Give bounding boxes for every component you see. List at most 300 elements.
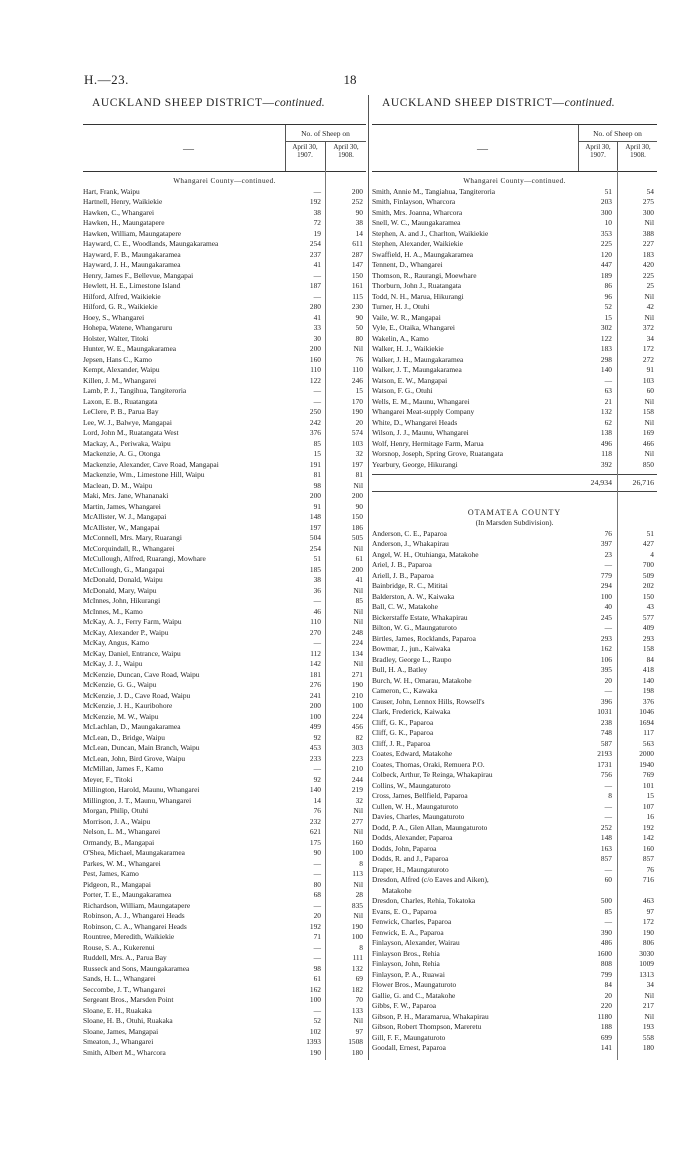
sheep-1908: 420	[642, 260, 654, 269]
sheep-1908: 115	[352, 291, 363, 301]
sheep-1908: 34	[646, 333, 654, 343]
sheep-1907: 302	[600, 323, 612, 332]
table-row	[83, 449, 366, 460]
table-row	[83, 428, 366, 439]
table-row	[83, 943, 366, 954]
table-row	[372, 197, 657, 208]
sheep-1908: 172	[642, 917, 654, 926]
sheep-1907: 779	[600, 570, 612, 580]
sheep-1907: 395	[600, 665, 612, 674]
table-row	[372, 218, 657, 229]
owner-name: Sloane, H. B., Otuhi, Ruakaka	[83, 1016, 173, 1025]
table-row	[372, 1001, 657, 1012]
sheep-1907: 85	[604, 906, 612, 916]
sheep-1907: —	[604, 623, 612, 632]
sheep-1907: 241	[309, 690, 321, 700]
owner-name: Fenwick, E. A., Paparoa	[372, 927, 444, 937]
sheep-1908: 372	[642, 323, 654, 332]
sheep-1908: 110	[352, 365, 363, 374]
sheep-1907: 60	[604, 875, 612, 884]
owner-name: Dodds, John, Paparoa	[372, 843, 437, 853]
sheep-1908: 1694	[639, 717, 654, 727]
owner-name: Bradley, George L., Raupo	[372, 654, 452, 664]
sheep-1908: 180	[351, 1047, 363, 1057]
sheep-1907: 110	[310, 365, 321, 374]
table-row	[372, 365, 657, 376]
sheep-1907: 15	[313, 449, 321, 458]
sheep-1908: 14	[355, 228, 363, 238]
owner-name: McLachlan, D., Maungakaramea	[83, 722, 181, 731]
sheep-1907: 453	[309, 743, 321, 752]
sheep-1907: 40	[604, 602, 612, 611]
sheep-1907: 1393	[306, 1037, 321, 1046]
sheep-1907: 270	[309, 627, 321, 637]
table-row	[372, 1043, 657, 1054]
table-row	[372, 239, 657, 250]
owner-name: Worsnop, Joseph, Spring Grove, Ruatangata	[372, 449, 503, 458]
sheep-1908: Nil	[644, 1011, 654, 1021]
sheep-1907: 1180	[597, 1011, 612, 1021]
sheep-1907: 276	[309, 680, 321, 689]
sheep-1907: —	[604, 686, 612, 695]
sheep-1907: 112	[310, 648, 321, 658]
sheep-1907: 390	[600, 927, 612, 937]
left-header-year1: April 30, 1907.	[292, 143, 318, 159]
sheep-1908: 700	[642, 560, 654, 569]
sheep-1908: 427	[642, 539, 654, 548]
sheep-1907: 756	[600, 770, 612, 779]
owner-name: McKenzie, J. H., Kauribohore	[83, 701, 173, 710]
owner-name: McCullough, G., Mangapai	[83, 564, 165, 574]
table-row	[372, 1022, 657, 1033]
sheep-1908: 198	[642, 686, 654, 695]
sheep-1908: 275	[642, 197, 654, 206]
table-row	[372, 439, 657, 450]
owner-name: Seccombe, J. T., Whangarei	[83, 984, 166, 994]
owner-name: Pest, James, Kamo	[83, 869, 139, 878]
owner-name: McKenzie, J. D., Cave Road, Waipu	[83, 690, 191, 700]
sheep-1907: 252	[600, 822, 612, 832]
sheep-1908: 117	[643, 728, 654, 737]
owner-name: Wilson, J. J., Maunu, Whangarei	[372, 428, 469, 437]
owner-name: McDonald, Donald, Waipu	[83, 575, 163, 584]
sheep-1907: 300	[600, 207, 612, 217]
owner-name: Draper, H., Maungaturoto	[372, 864, 449, 874]
left-title-text: AUCKLAND SHEEP DISTRICT—	[92, 97, 275, 109]
table-row	[83, 1016, 366, 1027]
sheep-1908: 100	[351, 848, 363, 857]
owner-name: Wells, E. M., Maunu, Whangarei	[372, 396, 470, 406]
sheep-1908: 577	[642, 612, 654, 622]
sheep-1908: 60	[646, 386, 654, 395]
table-row	[372, 449, 657, 460]
sheep-1907: —	[604, 917, 612, 926]
sheep-1908: Nil	[353, 806, 363, 815]
table-row	[83, 302, 366, 313]
table-row	[83, 292, 366, 303]
sheep-1907: 20	[313, 911, 321, 920]
owner-name: Walker, H. J., Waikiekie	[372, 344, 444, 353]
sheep-1908: 505	[351, 533, 363, 542]
owner-name: Bowmar, J., jun., Kaiwaka	[372, 644, 451, 653]
table-row	[372, 718, 657, 729]
table-row	[83, 1006, 366, 1017]
sheep-1907: 587	[600, 738, 612, 748]
sheep-1907: 118	[601, 449, 612, 458]
table-row	[372, 907, 657, 918]
owner-name: Wakelin, A., Kamo	[372, 333, 429, 343]
owner-name: Laxon, E. B., Ruatangata	[83, 396, 158, 406]
sheep-1908: 246	[351, 375, 363, 385]
sheep-1908: 32	[355, 449, 363, 458]
table-row	[372, 407, 657, 418]
sheep-1907: 52	[604, 302, 612, 311]
left-title-suffix: continued.	[274, 97, 325, 109]
table-row	[372, 865, 657, 876]
table-row	[83, 197, 366, 208]
owner-name: Hartnell, Henry, Waikiekie	[83, 197, 163, 206]
sheep-1907: 808	[600, 959, 612, 968]
total-1908: 26,716	[632, 478, 654, 487]
table-row	[83, 859, 366, 870]
sheep-1907: 293	[600, 633, 612, 643]
table-row	[83, 386, 366, 397]
sheep-1908: 183	[642, 249, 654, 259]
sheep-1907: 46	[313, 606, 321, 616]
sheep-1908: Nil	[353, 911, 363, 920]
sheep-1908: 303	[351, 743, 363, 752]
owner-name: Hawken, William, Maungatapere	[83, 228, 182, 238]
sheep-1907: 237	[309, 249, 321, 259]
owner-name: Turner, H. J., Otuhi	[372, 302, 430, 311]
table-row	[372, 1012, 657, 1023]
owner-name: Ball, C. W., Matakohe	[372, 602, 438, 611]
owner-name: Balderston, A. W., Kaiwaka	[372, 591, 455, 601]
table-row	[83, 722, 366, 733]
table-row	[83, 544, 366, 555]
table-row	[372, 344, 657, 355]
sheep-1907: 148	[309, 512, 321, 521]
left-header-group: No. of Sheep on	[285, 129, 366, 142]
table-row	[83, 638, 366, 649]
table-row	[83, 922, 366, 933]
sheep-1907: —	[313, 386, 321, 395]
owner-name: Clark, Frederick, Kaiwaka	[372, 707, 451, 716]
sheep-1907: 376	[309, 428, 321, 437]
owner-name: McKenzie, M. W., Waipu	[83, 711, 159, 721]
table-row	[372, 665, 657, 676]
sheep-1907: 120	[600, 249, 612, 259]
sheep-1908: 210	[351, 690, 363, 700]
owner-name: Fenwick, Charles, Paparoa	[372, 917, 452, 926]
sheep-1908: 223	[351, 753, 363, 763]
sheep-1908: 50	[355, 323, 363, 332]
sheep-1908: 806	[642, 938, 654, 947]
owner-name: Finlayson, Alexander, Wairau	[372, 938, 460, 947]
owner-name: Sergeant Bros., Marsden Point	[83, 995, 174, 1004]
owner-name: Goodall, Ernest, Paparoa	[372, 1043, 446, 1052]
left-column-header	[83, 124, 366, 172]
owner-name: Tennent, D., Whangarei	[372, 260, 443, 269]
sheep-1907: 183	[600, 344, 612, 353]
sheep-1907: 122	[309, 375, 321, 385]
sheep-1908: 76	[355, 354, 363, 364]
table-row	[83, 932, 366, 943]
sheep-1907: 250	[309, 407, 321, 416]
sheep-1908: 150	[351, 512, 363, 521]
sheep-1908: 4	[650, 549, 654, 559]
table-row	[372, 302, 657, 313]
sheep-1908: Nil	[353, 617, 363, 626]
table-row	[372, 623, 657, 634]
sheep-1908: 277	[351, 816, 363, 826]
sheep-1907: 140	[600, 365, 612, 374]
table-row	[372, 208, 657, 219]
sheep-1908: 1009	[639, 959, 654, 968]
table-row	[372, 886, 657, 897]
sheep-1908: 182	[351, 984, 363, 994]
sheep-1907: 19	[313, 228, 321, 238]
sheep-1907: 36	[313, 585, 321, 595]
sheep-1907: 51	[604, 186, 612, 196]
table-row	[372, 833, 657, 844]
table-row	[372, 271, 657, 282]
sheep-1908: 466	[642, 438, 654, 448]
owner-name: Jepsen, Hans C., Kamo	[83, 354, 152, 364]
otamatea-county-heading: OTAMATEA COUNTY	[467, 508, 562, 517]
page-number: 18	[343, 72, 357, 87]
table-row	[372, 292, 657, 303]
sheep-1907: 799	[600, 969, 612, 979]
table-row	[372, 460, 657, 471]
otamatea-subdivision: (In Marsden Subdivision).	[475, 518, 554, 527]
sheep-1907: 21	[604, 396, 612, 406]
table-row	[83, 827, 366, 838]
table-row	[83, 817, 366, 828]
sheep-1907: 142	[309, 659, 321, 668]
owner-name: Vyle, E., Otaika, Whangarei	[372, 323, 455, 332]
sheep-1907: 621	[309, 827, 321, 836]
sheep-1907: 80	[313, 879, 321, 889]
sheep-1907: 1600	[597, 948, 612, 958]
owner-name: Ormandy, B., Mangapai	[83, 837, 155, 847]
table-row	[83, 565, 366, 576]
sheep-1908: 80	[355, 333, 363, 343]
table-row	[372, 613, 657, 624]
sheep-1908: 3030	[639, 948, 654, 958]
sheep-1907: 92	[313, 732, 321, 742]
table-row	[372, 896, 657, 907]
sheep-1908: 42	[646, 302, 654, 311]
sheep-1908: 69	[355, 974, 363, 983]
owner-name: Walker, J. H., Maungakaramea	[372, 354, 464, 364]
owner-name: Swaffield, H. A., Maungakaramea	[372, 249, 474, 259]
sheep-1907: 1731	[597, 759, 612, 769]
sheep-1908: 161	[351, 281, 363, 290]
table-row	[372, 602, 657, 613]
sheep-1907: 132	[600, 407, 612, 416]
sheep-1908: 91	[646, 365, 654, 374]
table-row	[372, 323, 657, 334]
sheep-1907: 447	[600, 260, 612, 269]
table-row	[83, 670, 366, 681]
sheep-1907: 100	[600, 591, 612, 601]
sheep-1908: 190	[351, 407, 363, 416]
sheep-1907: 98	[313, 480, 321, 490]
sheep-1907: 140	[309, 785, 321, 794]
owner-name: Gill, F. F., Maungaturoto	[372, 1032, 446, 1042]
sheep-1908: 147	[351, 260, 363, 269]
sheep-1907: 242	[309, 417, 321, 427]
table-row	[372, 281, 657, 292]
table-row	[372, 938, 657, 949]
sheep-1908: 16	[646, 812, 654, 821]
sheep-1908: 103	[351, 438, 363, 448]
sheep-1908: Nil	[353, 344, 363, 353]
table-row	[83, 407, 366, 418]
owner-name: Walker, J. T., Maungakaramea	[372, 365, 462, 374]
owner-name: Anderson, J., Whakapirau	[372, 539, 449, 548]
sheep-1908: 158	[642, 644, 654, 653]
sheep-1908: 197	[351, 459, 363, 469]
sheep-1908: 252	[351, 197, 363, 206]
owner-name: Todd, N. H., Marua, Hikurangi	[372, 291, 464, 301]
sheep-1908: 219	[351, 785, 363, 794]
table-row	[83, 260, 366, 271]
sheep-1907: 232	[309, 816, 321, 826]
sheep-1907: 175	[309, 837, 321, 847]
sheep-1907: 138	[600, 428, 612, 437]
owner-name: Gibson, P. H., Maramarua, Whakapirau	[372, 1011, 489, 1021]
table-row	[372, 791, 657, 802]
sheep-1907: 38	[313, 575, 321, 584]
owner-name: Pidgeon, R., Mangapai	[83, 879, 151, 889]
table-row	[372, 844, 657, 855]
table-row	[83, 880, 366, 891]
table-row	[83, 890, 366, 901]
sheep-1907: 100	[309, 995, 321, 1004]
owner-name: Morrison, J. A., Waipu	[83, 816, 151, 826]
sheep-1908: 170	[351, 396, 363, 406]
table-row	[83, 754, 366, 765]
sheep-1907: —	[313, 953, 321, 962]
left-header-rule2	[325, 141, 326, 171]
right-header-year2: April 30, 1908.	[625, 143, 651, 159]
sheep-1907: 148	[600, 833, 612, 842]
owner-name: Lamb, P. J., Tangihua, Tangiteroria	[83, 386, 187, 395]
owner-name: Smith, Finlayson, Wharcora	[372, 197, 456, 206]
owner-name: Holster, Walter, Titoki	[83, 333, 149, 343]
table-row	[83, 806, 366, 817]
table-row	[372, 980, 657, 991]
owner-name: Hilford, Alfred, Waikiekie	[83, 291, 161, 301]
owner-name: Yearbury, George, Hikurangi	[372, 459, 458, 469]
sheep-1908: 2000	[639, 749, 654, 758]
table-row	[83, 964, 366, 975]
owner-name: McLean, D., Bridge, Waipu	[83, 732, 165, 742]
sheep-1908: 111	[352, 953, 363, 962]
sheep-1907: 162	[309, 984, 321, 994]
right-county-heading: Whangarei County—continued.	[463, 177, 566, 185]
sheep-1907: —	[604, 864, 612, 874]
sheep-1908: 43	[646, 602, 654, 611]
table-row	[83, 218, 366, 229]
owner-name: Gallie, G. and C., Matakohe	[372, 990, 456, 1000]
sheep-1907: 238	[600, 717, 612, 727]
sheep-1908: Nil	[353, 659, 363, 668]
sheep-1908: 172	[642, 344, 654, 353]
table-row	[83, 491, 366, 502]
owner-name: Mackenzie, Alexander, Cave Road, Mangapai	[83, 459, 219, 469]
sheep-1908: 835	[351, 900, 363, 910]
sheep-1908: 193	[642, 1022, 654, 1031]
sheep-1908: 90	[355, 312, 363, 322]
sheep-1907: 85	[313, 438, 321, 448]
sheep-1908: Nil	[644, 291, 654, 301]
spacer	[372, 496, 657, 507]
sheep-1908: 8	[359, 942, 363, 952]
owner-name: Ariell, J. B., Paparoa	[372, 570, 434, 580]
owner-name: McAllister, W. J., Mangapai	[83, 512, 167, 521]
sheep-1908: Nil	[353, 879, 363, 889]
sheep-1908: Nil	[353, 606, 363, 616]
right-header-year1: April 30, 1907.	[585, 143, 611, 159]
owner-name: Sloane, E. H., Ruakaka	[83, 1005, 152, 1015]
table-row	[372, 1033, 657, 1044]
sheep-1907: 91	[313, 501, 321, 511]
page-code: H.—23.	[84, 72, 129, 87]
sheep-1907: 486	[600, 938, 612, 947]
table-row	[83, 397, 366, 408]
owner-name: Hawken, H., Maungatapere	[83, 218, 165, 227]
table-row	[372, 749, 657, 760]
owner-name: LeClere, P. B., Parua Bay	[83, 407, 159, 416]
table-row	[83, 470, 366, 481]
owner-name: Millington, Harold, Maunu, Whangarei	[83, 785, 200, 794]
owner-name: Nelson, L. M., Whangarei	[83, 827, 161, 836]
sheep-1907: 298	[600, 354, 612, 364]
owner-name: Mackenzie, Wm., Limestone Hill, Waipu	[83, 470, 205, 479]
sheep-1907: —	[313, 396, 321, 406]
sheep-1908: 103	[642, 375, 654, 385]
table-row	[83, 974, 366, 985]
sheep-1908: 82	[355, 732, 363, 742]
right-title-suffix: continued.	[564, 97, 615, 109]
sheep-1907: 499	[309, 722, 321, 731]
table-row	[372, 949, 657, 960]
sheep-1907: 200	[309, 491, 321, 500]
table-row	[83, 785, 366, 796]
table-row	[83, 911, 366, 922]
sheep-1907: 496	[600, 438, 612, 448]
sheep-1908: 300	[642, 207, 654, 217]
sheep-1908: Nil	[644, 449, 654, 458]
owner-name: Parkes, W. M., Whangarei	[83, 858, 161, 868]
owner-name: Hilford, G. R., Waikiekie	[83, 302, 158, 311]
sheep-1907: —	[313, 596, 321, 605]
sheep-1907: —	[604, 801, 612, 811]
owner-name: Richardson, William, Maungatapere	[83, 900, 191, 910]
owner-name: Davies, Charles, Maungaturoto	[372, 812, 465, 821]
table-row	[372, 386, 657, 397]
owner-name: Bainbridge, R. C., Mititai	[372, 581, 448, 590]
sheep-1908: 90	[355, 501, 363, 511]
owner-name: McKay, Daniel, Entrance, Waipu	[83, 648, 181, 658]
owner-name: McKay, J. J., Waipu	[83, 659, 143, 668]
table-row	[372, 781, 657, 792]
owner-name: Sloane, James, Mangapai	[83, 1026, 159, 1036]
owner-name: Dresdon, Alfred (c/o Eaves and Aiken),	[372, 875, 489, 884]
